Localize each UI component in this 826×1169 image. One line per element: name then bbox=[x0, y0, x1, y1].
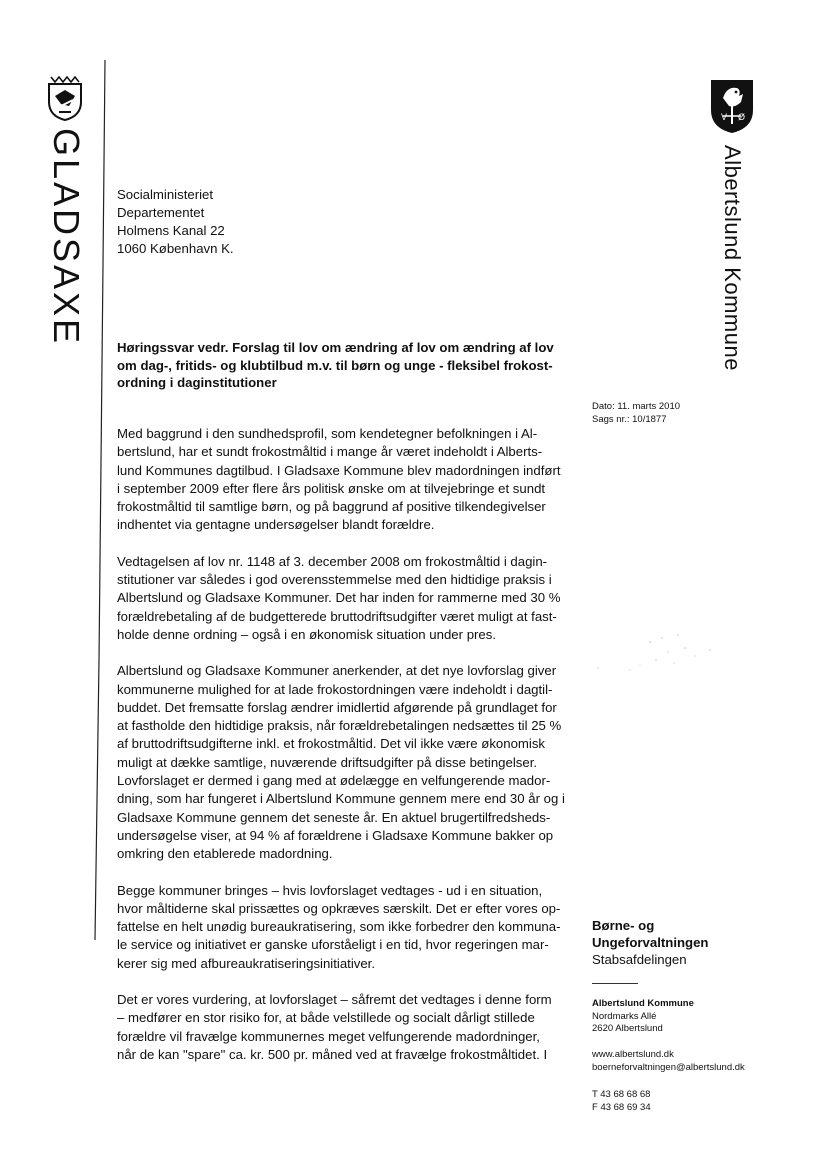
website-link[interactable]: www.albertslund.dk bbox=[592, 1049, 674, 1060]
gladsaxe-crest-icon bbox=[45, 74, 85, 122]
subject-line: Høringssvar vedr. Forslag til lov om ændring af lov om ændring af lov bbox=[117, 340, 554, 355]
subject-heading bbox=[117, 339, 565, 392]
address-line: Holmens Kanal 22 bbox=[117, 223, 225, 238]
fax-number: F 43 68 69 34 bbox=[592, 1101, 651, 1113]
sender-phones bbox=[592, 1089, 651, 1114]
albertslund-crest-icon bbox=[709, 78, 755, 134]
letter-meta bbox=[592, 400, 680, 426]
sub-department: Stabsafdelingen bbox=[592, 952, 687, 967]
subject-line: ordning i daginstitutioner bbox=[117, 375, 277, 390]
address-line: Socialministeriet bbox=[117, 187, 214, 202]
scan-specks bbox=[590, 630, 720, 680]
date-label: Dato: 11. marts 2010 bbox=[592, 401, 681, 412]
org-city: 2620 Albertslund bbox=[592, 1023, 663, 1034]
svg-text:Ø: Ø bbox=[738, 112, 746, 122]
body-paragraph: Begge kommuner bringes – hvis lovforslaget vedtages - ud i en situation, hvor måltiderne skal prissættes og opkræves særskilt. Det er efter vores op- fattelse en helt unødig bureaukratisering, som ikke forbedrer den kommuna- le service og initiativet er ganske uforståeligt i en tid, hvor regeringen mar- kerer sig med afbureaukratiseringsinitiativer. bbox=[117, 882, 561, 971]
divider bbox=[592, 983, 638, 984]
address-line: Departementet bbox=[117, 205, 205, 220]
org-street: Nordmarks Allé bbox=[592, 1010, 657, 1022]
email-link[interactable]: boerneforvaltningen@albertslund.dk bbox=[592, 1061, 745, 1073]
department-name: Ungeforvaltningen bbox=[592, 935, 709, 950]
department-name: Børne- og bbox=[592, 918, 655, 933]
body-paragraph: Vedtagelsen af lov nr. 1148 af 3. december 2008 om frokostmåltid i dagin- stitutioner var således i god overensstemmelse med den hidtidige praksis i Albertslund og Gladsaxe Kommuner. Det har inden for rammerne med 30 % forældrebetaling af de budgetterede bruttodriftsudgifter været muligt at fast- holde denne ordning – også i en økonomisk situation under pres. bbox=[117, 553, 561, 642]
recipient-address bbox=[117, 186, 234, 258]
albertslund-wordmark: Albertslund Kommune bbox=[720, 144, 745, 371]
sender-address bbox=[592, 998, 694, 1036]
address-line: 1060 København K. bbox=[117, 241, 234, 256]
case-number: Sags nr.: 10/1877 bbox=[592, 414, 667, 425]
sender-department bbox=[592, 917, 709, 968]
margin-rule bbox=[93, 60, 117, 940]
subject-line: om dag-, fritids- og klubtilbud m.v. til børn og unge - fleksibel frokost- bbox=[117, 357, 553, 373]
phone-number: T 43 68 68 68 bbox=[592, 1089, 651, 1100]
org-name: Albertslund Kommune bbox=[592, 998, 694, 1009]
letter-body bbox=[117, 425, 565, 1064]
sender-contact bbox=[592, 1049, 745, 1074]
body-paragraph: Albertslund og Gladsaxe Kommuner anerkender, at det nye lovforslag giver kommunerne mulighed for at lade frokostordningen være indeholdt i dagtil- buddet. Det fremsatte forslag ændrer imidlertid afgørende på grundlaget for at fastholde den hidtidige praksis, når forældrebetalingen nedsættes til 25 % af bruttodriftsudgifterne inkl. et frokostmåltid. Det vil ikke være økonomisk muligt at dække samtlige, nuværende driftsudgifter på disse betingelser. Lovforslaget er dermed i gang med at ødelægge en velfungerende mador- dning, som har fungeret i Albertslund Kommune gennem mere end 30 år og i Gladsaxe Kommune gennem det seneste år. En aktuel brugertilfredsheds- undersøgelse viser, at 94 % af forældrene i Gladsaxe Kommune bakker op omkring den etablerede madordning. bbox=[117, 663, 565, 862]
body-paragraph: Det er vores vurdering, at lovforslaget – såfremt det vedtages i denne form – medfører en stor risiko for, at både velstillede og socialt dårligt stillede forældre vil fravælge kommunernes meget velfungerende madordninger, når de kan "spare" ca. kr. 500 pr. måned ved at fravælge frokostmåltidet. I bbox=[117, 992, 552, 1062]
gladsaxe-wordmark: GLADSAXE bbox=[46, 127, 87, 347]
body-paragraph: Med baggrund i den sundhedsprofil, som kendetegner befolkningen i Al- bertslund, har et sundt frokostmåltid i mange år været indeholdt i Alberts- lund Kommunes dagtilbud. I Gladsaxe Kommune blev madordningen indført i september 2009 efter flere års politisk ønske om at tilvejebringe et sundt frokostmåltid til samtlige børn, og på baggrund af positive tilkendegivelser indhentet via gentagne undersøgelser blandt forældre. bbox=[117, 426, 561, 533]
svg-text:V: V bbox=[721, 112, 728, 122]
